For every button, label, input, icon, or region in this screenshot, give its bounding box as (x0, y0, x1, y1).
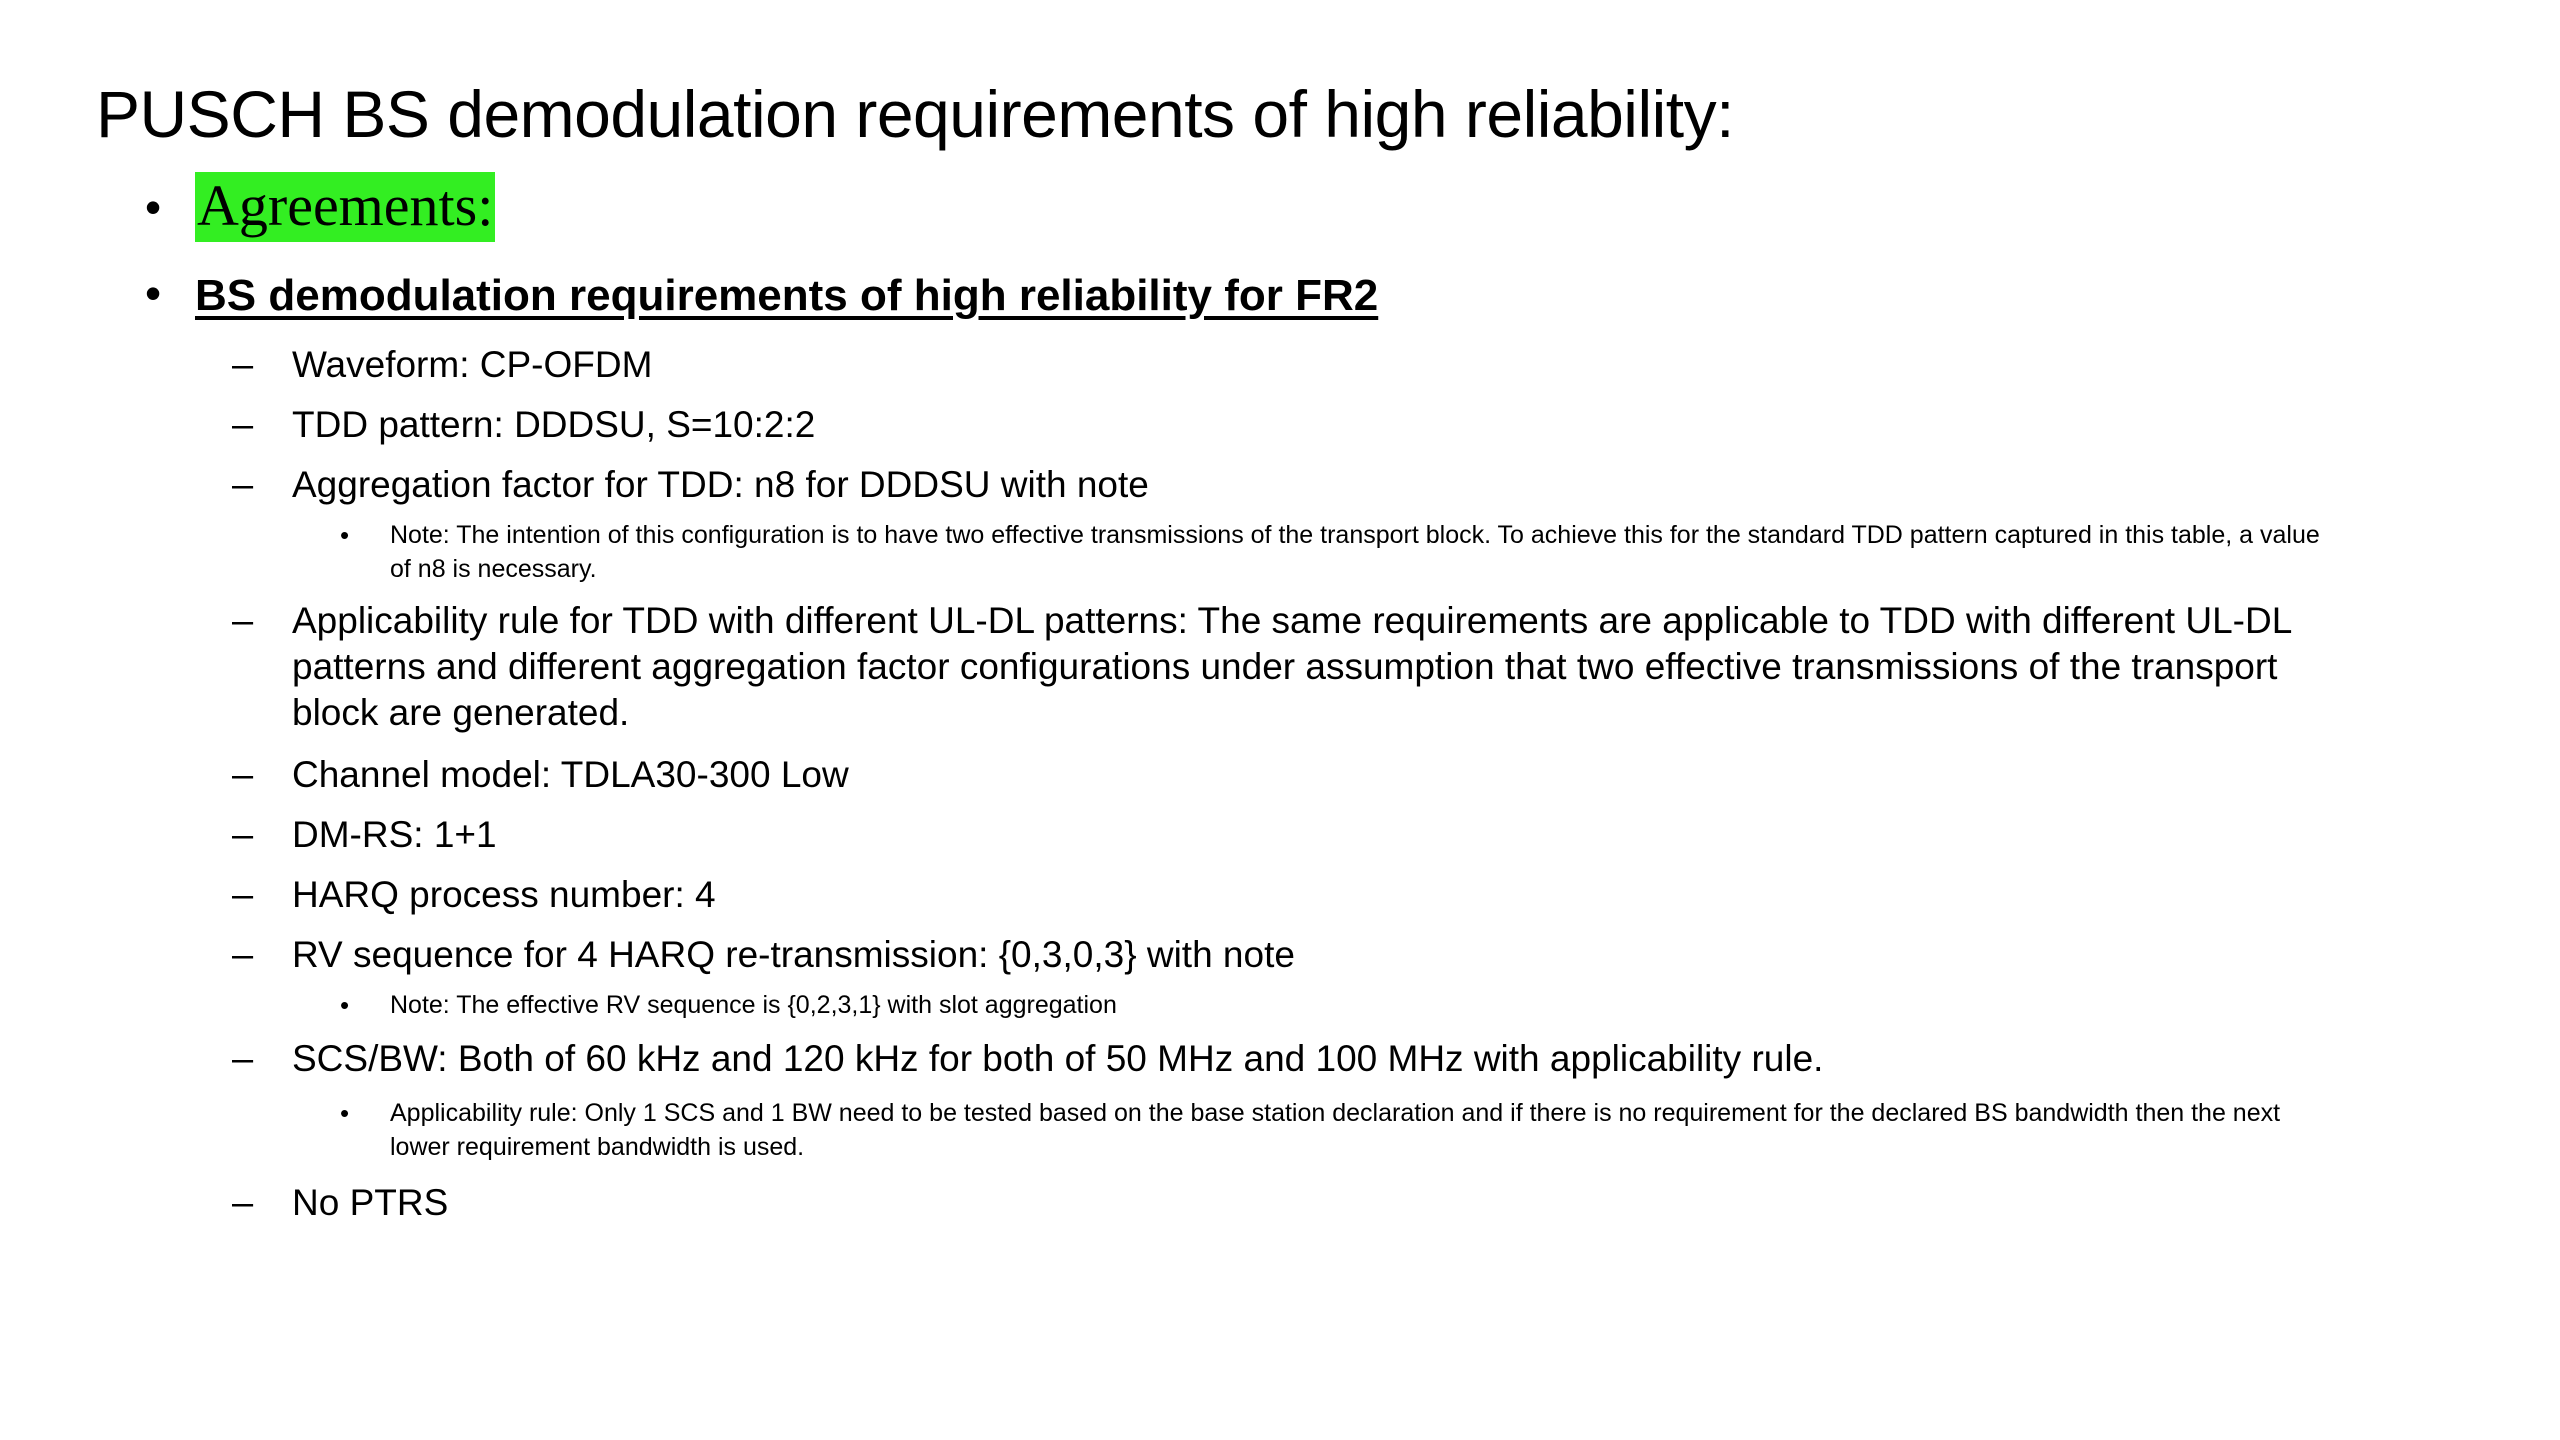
item-text: RV sequence for 4 HARQ re-transmission: {0,3,0,3} with note (292, 934, 1295, 975)
agreements-label: Agreements: (195, 172, 495, 242)
dash-marker: – (232, 1182, 254, 1224)
dash-marker: – (232, 404, 254, 446)
bullet-dot: • (340, 990, 350, 1020)
dash-marker: – (232, 1038, 254, 1080)
note-text: Applicability rule: Only 1 SCS and 1 BW need to be tested based on the base station declaration and if there is no requirement for the declared BS bandwidth then the next lower requirement bandwidth is used. (390, 1099, 2281, 1161)
item-text: Channel model: TDLA30-300 Low (292, 754, 849, 795)
item-text: TDD pattern: DDDSU, S=10:2:2 (292, 404, 816, 445)
bullet-dot: • (145, 181, 162, 233)
item-text: DM-RS: 1+1 (292, 814, 497, 855)
dash-marker: – (232, 874, 254, 916)
item-text: SCS/BW: Both of 60 kHz and 120 kHz for both of 50 MHz and 100 MHz with applicability rule. (292, 1038, 1824, 1079)
bullet-dot: • (340, 1098, 350, 1128)
item-text: HARQ process number: 4 (292, 874, 716, 915)
dash-marker: – (232, 754, 254, 796)
dash-marker: – (232, 464, 254, 506)
item-text: No PTRS (292, 1182, 449, 1223)
dash-marker: – (232, 814, 254, 856)
bullet-dot: • (145, 267, 162, 319)
item-text: Waveform: CP-OFDM (292, 344, 653, 385)
bullet-dot: • (340, 520, 350, 550)
dash-marker: – (232, 600, 254, 642)
dash-marker: – (232, 934, 254, 976)
section-heading: BS demodulation requirements of high reliability for FR2 (195, 271, 1379, 320)
item-text: Aggregation factor for TDD: n8 for DDDSU with note (292, 464, 1149, 505)
note-text: Note: The effective RV sequence is {0,2,3,1} with slot aggregation (390, 991, 1117, 1019)
item-text: Applicability rule for TDD with different UL-DL patterns: The same requirements are applicable to TDD with different UL-DL patterns and different aggregation factor configurations under assumption that two effective transmissions of the transport block are generated. (292, 600, 2291, 733)
dash-marker: – (232, 344, 254, 386)
note-text: Note: The intention of this configuration is to have two effective transmissions of the transport block. To achieve this for the standard TDD pattern captured in this table, a value of n8 is necessary. (390, 521, 2320, 583)
slide-title: PUSCH BS demodulation requirements of high reliability: (96, 77, 1734, 151)
